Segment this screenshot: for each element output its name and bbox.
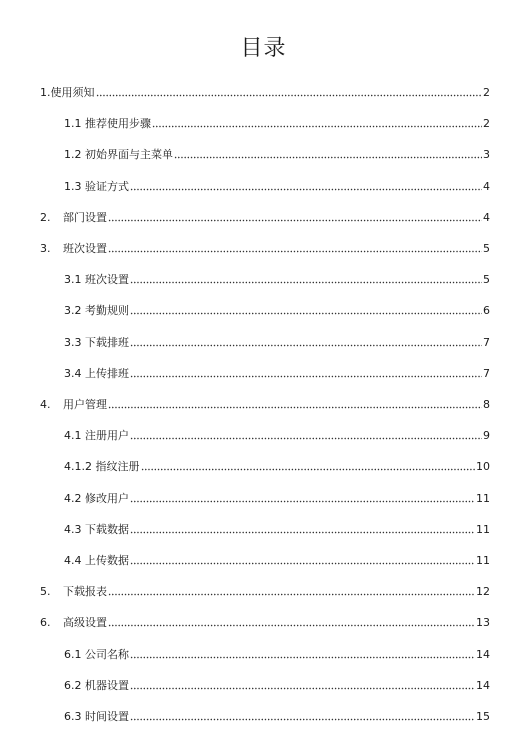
toc-entry-page-number: 7 [483,335,490,349]
toc-entry-page-number: 11 [476,554,490,567]
toc-entry-page-number: 11 [476,522,490,536]
toc-entry-label: 3.2 考勤规则 [64,304,129,318]
toc-entry[interactable] [64,488,490,506]
dot-leader [130,188,482,191]
toc-entry-label: 4.1.2 指纹注册 [64,460,140,474]
toc-entry-page-number: 12 [476,585,490,599]
toc-entry-label: 下载报表 [63,585,107,599]
toc-entry-number: 5. [40,585,51,599]
dot-leader [130,562,475,565]
toc-entry-number: 3. [40,242,51,255]
dot-leader [130,687,475,690]
toc-entry[interactable] [64,706,490,724]
toc-entry-label: 3.3 下载排班 [64,335,129,349]
toc-entry-label: 4.1 注册用户 [64,429,129,443]
toc-entry[interactable] [40,207,490,225]
toc-entry[interactable] [64,644,490,662]
dot-leader [96,94,483,97]
toc-entry[interactable] [64,363,490,381]
toc-entry-page-number: 4 [483,210,490,224]
toc-entry-label: 1.1 推荐使用步骤 [64,117,151,131]
dot-leader [108,624,475,627]
toc-entry[interactable] [64,300,490,318]
dot-leader [108,219,482,222]
toc-entry-page-number: 14 [476,647,490,661]
toc-entry-page-number: 6 [483,304,490,318]
dot-leader [130,500,475,503]
dot-leader [141,468,476,471]
toc-entry[interactable] [64,113,490,131]
toc-entry-page-number: 2 [483,86,490,99]
dot-leader [108,250,482,253]
toc-entry-label: 6.3 时间设置 [64,710,129,723]
toc-entry-label: 1.2 初始界面与主菜单 [64,148,173,162]
toc-entry[interactable] [64,332,490,350]
toc-entry-page-number: 2 [483,117,490,131]
toc-entry-label: 用户管理 [63,398,107,411]
toc-entry-page-number: 7 [483,366,490,380]
dot-leader [174,156,482,159]
toc-entry[interactable] [40,82,490,100]
toc-entry-page-number: 8 [483,398,490,411]
toc-entry-number: 4. [40,398,51,411]
toc-entry[interactable] [64,269,490,287]
dot-leader [130,656,475,659]
toc-entry[interactable] [64,675,490,693]
toc-entry-label: 1.使用须知 [40,86,95,99]
toc-entry[interactable] [64,176,490,194]
toc-entry-page-number: 4 [483,179,490,193]
toc-entry[interactable] [64,456,490,474]
toc-entry-page-number: 13 [476,616,490,630]
toc-entry-page-number: 5 [483,242,490,255]
dot-leader [130,531,475,534]
toc-entry-label: 6.2 机器设置 [64,678,129,692]
toc-entry-page-number: 3 [483,148,490,162]
dot-leader [108,593,475,596]
toc-entry-label: 部门设置 [63,210,107,224]
toc-entry[interactable] [40,394,490,412]
dot-leader [130,344,482,347]
dot-leader [152,125,482,128]
toc-entry-number: 2. [40,210,51,224]
toc-entry-label: 4.2 修改用户 [64,491,129,505]
toc-entry-page-number: 10 [476,460,490,474]
dot-leader [108,406,482,409]
toc-entry-label: 6.1 公司名称 [64,647,129,661]
toc-entry-label: 高级设置 [63,616,107,630]
toc-entry-label: 4.4 上传数据 [64,554,129,567]
toc-entry-page-number: 5 [483,273,490,287]
dot-leader [130,437,482,440]
toc-entry[interactable] [40,581,490,599]
dot-leader [130,312,482,315]
toc-entry-label: 3.1 班次设置 [64,273,129,287]
toc-title: 目录 [240,36,287,61]
toc-entry-page-number: 14 [476,678,490,692]
toc-entry-page-number: 9 [483,429,490,443]
toc-entry-page-number: 15 [476,710,490,723]
toc-entry-page-number: 11 [476,491,490,505]
toc-entry[interactable] [40,612,490,630]
toc-entry[interactable] [64,550,490,568]
toc-entry-label: 班次设置 [63,242,107,255]
dot-leader [130,718,475,721]
toc-entry[interactable] [64,144,490,162]
dot-leader [130,375,482,378]
toc-entry-label: 3.4 上传排班 [64,366,129,380]
toc-entry[interactable] [40,238,490,256]
toc-entry-number: 6. [40,616,51,630]
toc-entry[interactable] [64,425,490,443]
toc-entry[interactable] [64,519,490,537]
toc-entry-label: 4.3 下载数据 [64,522,129,536]
dot-leader [130,281,482,284]
toc-entry-label: 1.3 验证方式 [64,179,129,193]
